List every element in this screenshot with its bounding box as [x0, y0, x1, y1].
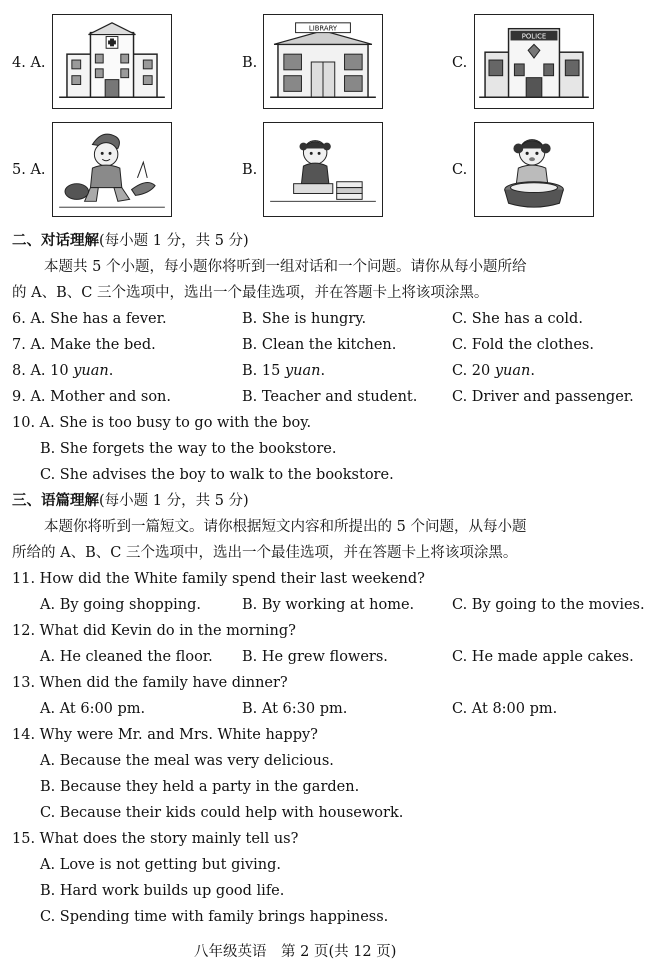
- library-icon: [264, 15, 382, 108]
- section3-heading: [12, 492, 249, 510]
- q15-question: 15. What does the story mainly tell us?: [12, 831, 299, 847]
- girl-folding-icon: [264, 123, 382, 216]
- q15-option-a: A. Love is not getting but giving.: [40, 857, 282, 873]
- q5-option-b-label: B.: [242, 162, 258, 178]
- q6-option-b: B. She is hungry.: [242, 311, 367, 327]
- q7-option-c: C. Fold the clothes.: [452, 337, 594, 353]
- section2-intro-line2: 的 A、B、C 三个选项中，选出一个最佳选项，并在答题卡上将该项涂黑。: [12, 285, 489, 301]
- q8-c-dot: .: [530, 363, 535, 379]
- q8-option-b: [242, 362, 325, 380]
- q11-option-b: B. By working at home.: [242, 597, 415, 613]
- q14-question: 14. Why were Mr. and Mrs. White happy?: [12, 727, 318, 743]
- q15-option-b: B. Hard work builds up good life.: [40, 883, 285, 899]
- q14-option-a: A. Because the meal was very delicious.: [40, 753, 334, 769]
- page-footer: 八年级英语 第 2 页(共 12 页): [194, 944, 397, 960]
- q12-option-c: C. He made apple cakes.: [452, 649, 634, 665]
- q8-a-dot: .: [108, 363, 114, 379]
- q8-c-unit: yuan: [494, 363, 531, 379]
- q11-question: 11. How did the White family spend their last weekend?: [12, 571, 425, 587]
- police-station-picture: [474, 14, 594, 109]
- q10-option-b: B. She forgets the way to the bookstore.: [40, 441, 337, 457]
- q8-a-amount: 8. A. 10: [12, 363, 74, 379]
- q4-option-b-label: B.: [242, 55, 258, 71]
- girl-folding-clothes-picture: [263, 122, 383, 217]
- section2-heading: [12, 232, 249, 250]
- library-sign: LIBRARY: [308, 24, 338, 33]
- section3-score: (每小题 1 分，共 5 分): [99, 493, 249, 509]
- hospital-picture: [52, 14, 172, 109]
- q8-b-unit: yuan: [284, 363, 321, 379]
- q6-option-c: C. She has a cold.: [452, 311, 583, 327]
- girl-gardening-icon: [53, 123, 171, 216]
- section3-title: 三、语篇理解: [12, 492, 99, 509]
- q13-option-c: C. At 8:00 pm.: [452, 701, 558, 717]
- q8-option-c: [452, 362, 535, 380]
- girl-planting-picture: [52, 122, 172, 217]
- q9-option-a: 9. A. Mother and son.: [12, 389, 171, 405]
- q13-option-b: B. At 6:30 pm.: [242, 701, 348, 717]
- q8-a-unit: yuan: [73, 363, 109, 379]
- q4-number: 4. A.: [12, 55, 46, 71]
- section2-title: 二、对话理解: [12, 232, 99, 249]
- q13-option-a: A. At 6:00 pm.: [40, 701, 146, 717]
- q12-option-a: A. He cleaned the floor.: [40, 649, 213, 665]
- q8-b-dot: .: [320, 363, 326, 379]
- q5-number: 5. A.: [12, 162, 46, 178]
- q9-option-c: C. Driver and passenger.: [452, 389, 634, 405]
- q14-option-c: C. Because their kids could help with housework.: [40, 805, 404, 821]
- section3-intro-line2: 所给的 A、B、C 三个选项中，选出一个最佳选项，并在答题卡上将该项涂黑。: [12, 545, 518, 561]
- q15-option-c: C. Spending time with family brings happiness.: [40, 909, 389, 925]
- q7-option-b: B. Clean the kitchen.: [242, 337, 397, 353]
- q5-option-c-label: C.: [452, 162, 468, 178]
- q10-option-a: 10. A. She is too busy to go with the boy.: [12, 415, 312, 431]
- q12-question: 12. What did Kevin do in the morning?: [12, 623, 296, 639]
- q11-option-c: C. By going to the movies.: [452, 597, 645, 613]
- q9-option-b: B. Teacher and student.: [242, 389, 418, 405]
- q14-option-b: B. Because they held a party in the garden.: [40, 779, 360, 795]
- q8-b-amount: B. 15: [242, 363, 285, 379]
- q12-option-b: B. He grew flowers.: [242, 649, 388, 665]
- q8-c-amount: C. 20: [452, 363, 495, 379]
- section3-intro-line1: 本题你将听到一篇短文。请你根据短文内容和所提出的 5 个问题，从每小题: [44, 519, 527, 535]
- q6-option-a: 6. A. She has a fever.: [12, 311, 167, 327]
- q8-option-a: [12, 362, 113, 380]
- q4-option-c-label: C.: [452, 55, 468, 71]
- hospital-icon: [53, 15, 171, 108]
- girl-washing-icon: [475, 123, 593, 216]
- q13-question: 13. When did the family have dinner?: [12, 675, 288, 691]
- section2-score: (每小题 1 分，共 5 分): [99, 233, 249, 249]
- q11-option-a: A. By going shopping.: [40, 597, 201, 613]
- girl-washing-picture: [474, 122, 594, 217]
- library-picture: [263, 14, 383, 109]
- q10-option-c: C. She advises the boy to walk to the bookstore.: [40, 467, 394, 483]
- police-sign: POLICE: [521, 32, 547, 41]
- police-station-icon: [475, 15, 593, 108]
- q7-option-a: 7. A. Make the bed.: [12, 337, 156, 353]
- section2-intro-line1: 本题共 5 个小题，每小题你将听到一组对话和一个问题。请你从每小题所给: [44, 259, 527, 275]
